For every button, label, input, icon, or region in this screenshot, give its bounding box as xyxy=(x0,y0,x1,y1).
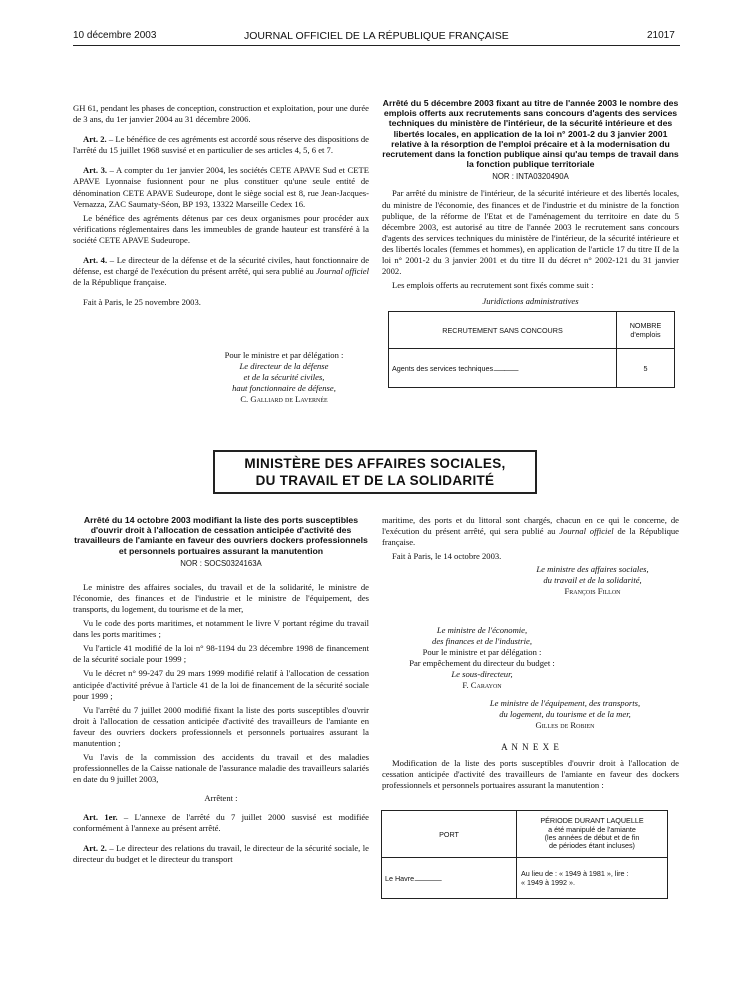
article-label: Art. 3. xyxy=(83,165,108,176)
header-rule xyxy=(73,45,680,46)
header-page-number: 21017 xyxy=(647,30,675,41)
signature-line: Pour le ministre et par délégation : xyxy=(422,647,542,657)
signatory-name: F. Carayon xyxy=(462,680,502,690)
paragraph: Les emplois offerts au recrutement sont fixés comme suit : xyxy=(392,280,594,291)
signatory-name: C. Galliard de Lavernée xyxy=(240,394,328,404)
table-cell xyxy=(517,858,668,899)
ministry-banner xyxy=(213,450,537,494)
signature-block-1 xyxy=(500,564,685,597)
table-cell: Le Havre........................... xyxy=(382,858,517,899)
decree-body xyxy=(73,582,369,865)
column-header xyxy=(517,811,668,858)
signature-line: des finances et de l'industrie, xyxy=(432,636,532,646)
article-text: – Le directeur de la défense et de la sécurité civiles, haut fonctionnaire de défense, est chargé de l'exécution du présent arrêté, qui sera publié au xyxy=(73,255,370,277)
signature-line: et de la sécurité civiles, xyxy=(243,372,325,382)
fait-a-paris: Fait à Paris, le 25 novembre 2003. xyxy=(83,297,201,308)
journal-officiel-ref: Journal officiel xyxy=(316,266,369,277)
article-3 xyxy=(73,165,369,209)
signatory-name: Gilles de Robien xyxy=(535,720,595,730)
paragraph: Le bénéfice des agréments détenus par ces deux organismes pour procéder aux vérifications réglementaires dans les immeubles de grande hauteur est transféré à la société CETE APAVE Sudeurope. xyxy=(73,212,369,245)
signature-block xyxy=(200,350,368,405)
paragraph: Modification de la liste des ports susceptibles d'ouvrir droit à l'allocation de cessation anticipée d'activité des travailleurs de l'amiante en faveur des dockers professionnels et personnels portuaires assurant la manutention : xyxy=(382,758,679,791)
table-row xyxy=(389,349,675,388)
signature-line: du logement, du tourisme et de la mer, xyxy=(499,709,631,719)
annexe-table xyxy=(381,810,668,899)
arretent: Arrêtent : xyxy=(204,793,238,804)
decree-body xyxy=(382,188,679,291)
table-caption: Juridictions administratives xyxy=(482,296,579,307)
paragraph: Vu le décret n° 99-247 du 29 mars 1999 modifié relatif à l'allocation de cessation anticipée d'activité prévue à l'article 41 de la loi de financement de la sécurité sociale pour 1999 ; xyxy=(73,668,369,701)
nor-reference: NOR : INTA0320490A xyxy=(492,172,569,182)
recruitment-table xyxy=(388,311,675,388)
article-2 xyxy=(73,134,369,156)
paragraph xyxy=(382,515,679,548)
journal-officiel-ref: Journal officiel xyxy=(559,526,614,537)
signature-line: Le directeur de la défense xyxy=(239,361,329,371)
right-top-column xyxy=(382,98,679,388)
table-cell: 5 xyxy=(617,349,675,388)
signature-line: Pour le ministre et par délégation : xyxy=(224,350,344,360)
annexe-body xyxy=(382,758,679,794)
header-line: (les années de début et de fin xyxy=(544,833,640,842)
signature-line: Le ministre de l'économie, xyxy=(436,625,528,635)
article-text: – Le directeur des relations du travail, le directeur de la sécurité sociale, le directeur du budget et le directeur du transport xyxy=(73,842,369,864)
article-label: Art. 4. xyxy=(83,255,108,266)
article-1 xyxy=(73,812,369,834)
fait-a-paris: Fait à Paris, le 14 octobre 2003. xyxy=(392,551,502,562)
header-line: d'emplois xyxy=(630,330,661,340)
table-header-row xyxy=(389,312,675,349)
signature-line: Le ministre de l'équipement, des transports, xyxy=(489,698,641,708)
table-header-row xyxy=(382,811,668,858)
article-2 xyxy=(73,843,369,865)
article-text: – A compter du 1er janvier 2004, les sociétés CETE APAVE Sud et CETE APAVE Lyonnaise fusionnent pour ne plus constituer qu'une seule entité de dénomination CETE APAVE Sudeurope, dont le siège social est 8, rue Jean-Jacques-Vernazza, ZAC Saumaty-Séon, BP 193, 13322 Marseille Cedex 16. xyxy=(73,165,369,209)
header-journal: JOURNAL OFFICIEL DE LA RÉPUBLIQUE FRANÇAISE xyxy=(244,30,509,42)
paragraph: Vu le code des ports maritimes, et notamment le livre V portant régime du travail dans les ports maritimes ; xyxy=(73,618,369,640)
header-line: PÉRIODE DURANT LAQUELLE xyxy=(540,816,644,826)
signature-line: du travail et de la solidarité, xyxy=(543,575,642,585)
article-text: de la République française. xyxy=(73,277,167,288)
cell-text: Agents des services techniques xyxy=(392,363,494,373)
signature-block-2 xyxy=(382,625,582,691)
table-row xyxy=(382,858,668,899)
left-bottom-column xyxy=(73,515,369,868)
signature-line: Par empêchement du directeur du budget : xyxy=(409,658,555,668)
signature-line: haut fonctionnaire de défense, xyxy=(232,383,336,393)
header-line: a été manipulé de l'amiante xyxy=(548,824,636,834)
paragraph: Vu l'avis de la commission des accidents du travail et des maladies professionnelles de la Caisse nationale de l'assurance maladie des travailleurs salariés en date du 9 juillet 2003, xyxy=(73,752,369,785)
paragraph: Par arrêté du ministre de l'intérieur, de la sécurité intérieure et des libertés locales, du ministre de l'économie, des finances et de l'industrie et du ministre de la fonction publique, de la réforme de l'Etat et de l'aménagement du territoire en date du 5 décembre 2003, est autorisé au titre de l'année 2003 le recrutement sans concours d'agents des services techniques du ministère de l'intérieur, de la sécurité intérieure et des libertés locales (femmes et hommes), en application de l'article 17 du titre II de la loi n° 2001-2 du 3 janvier 2001 et du titre II du décret n° 2002-121 du 31 janvier 2002. xyxy=(382,188,679,277)
signature-line: Le sous-directeur, xyxy=(451,669,513,679)
column-header: RECRUTEMENT SANS CONCOURS xyxy=(389,312,617,349)
cell-text: Le Havre xyxy=(385,873,415,883)
paragraph-text: maritime, des ports et du littoral sont chargés, chacun en ce qui le concerne, de l'exécution du présent arrêté, qui sera publié au xyxy=(382,515,679,537)
paragraph-text: de la République française. xyxy=(382,526,679,548)
paragraph: Le ministre des affaires sociales, du travail et de la solidarité, le ministre de l'économie, des finances et de l'industrie et le ministre de l'équipement, des transports, du logement, du tourisme et de la mer, xyxy=(73,581,369,614)
header-line: NOMBRE xyxy=(629,321,662,331)
signature-line: Le ministre des affaires sociales, xyxy=(536,564,649,574)
left-top-column xyxy=(73,103,369,311)
decree-title: Arrêté du 5 décembre 2003 fixant au titre de l'année 2003 le nombre des emplois offerts aux recrutements sans concours d'agents des services techniques du ministère de l'intérieur, de la sécurité intérieure et des libertés locales, en application de la loi n° 2001-2 du 3 janvier 2001 relative à la résorption de l'emploi précaire et à la modernisation du recrutement dans la fonction publique ainsi qu'au temps de travail dans la fonction publique territoriale xyxy=(382,98,679,170)
annexe-heading: A N N E X E xyxy=(501,742,560,752)
header-date: 10 décembre 2003 xyxy=(73,30,157,41)
decree-title: Arrêté du 14 octobre 2003 modifiant la liste des ports susceptibles d'ouvrir droit à l'allocation de cessation anticipée d'activité des travailleurs de l'amiante en faveur des ouvriers dockers professionnels et personnels portuaires assurant la manutention xyxy=(74,515,368,556)
header-line: de périodes étant incluses) xyxy=(549,841,635,851)
paragraph: GH 61, pendant les phases de conception, construction et exploitation, pour une durée de 3 ans, du 1er janvier 2004 au 31 décembre 2006. xyxy=(73,103,369,125)
article-4 xyxy=(73,255,369,288)
right-bottom-column xyxy=(382,515,679,565)
paragraph: Vu l'arrêté du 7 juillet 2000 modifié fixant la liste des ports susceptibles d'ouvrir droit à l'allocation de cessation anticipée d'activité des travailleurs de l'amiante en faveur des ouvriers dockers professionnels et personnels portuaires assurant la manutention ; xyxy=(73,704,369,749)
article-label: Art. 2. xyxy=(83,134,107,145)
paragraph: Vu l'article 41 modifié de la loi n° 98-1194 du 23 décembre 1998 de financement de la sécurité sociale pour 1999 ; xyxy=(73,643,369,665)
nor-reference: NOR : SOCS0324163A xyxy=(180,558,262,568)
column-header: PORT xyxy=(382,811,517,858)
signatory-name: François Fillon xyxy=(564,586,621,596)
cell-line: Au lieu de : « 1949 à 1981 », lire : xyxy=(521,868,629,878)
column-header xyxy=(617,312,675,349)
cell-line: « 1949 à 1992 ». xyxy=(521,878,575,887)
ministry-line: DU TRAVAIL ET DE LA SOLIDARITÉ xyxy=(255,473,495,488)
article-text: – Le bénéfice de ces agréments est accordé sous réserve des dispositions de l'arrêté du 15 juillet 1968 susvisé et en particulier de ses articles 4, 5, 6 et 7. xyxy=(73,134,369,156)
ministry-line: MINISTÈRE DES AFFAIRES SOCIALES, xyxy=(244,456,506,471)
signature-block-3 xyxy=(440,698,690,731)
table-cell: Agents des services techniques......................... xyxy=(389,349,617,388)
article-text: – L'annexe de l'arrêté du 7 juillet 2000 susvisé est modifiée conformément à l'annexe au présent arrêté. xyxy=(73,811,369,833)
article-label: Art. 1er. xyxy=(83,811,118,822)
article-label: Art. 2. xyxy=(83,842,107,853)
